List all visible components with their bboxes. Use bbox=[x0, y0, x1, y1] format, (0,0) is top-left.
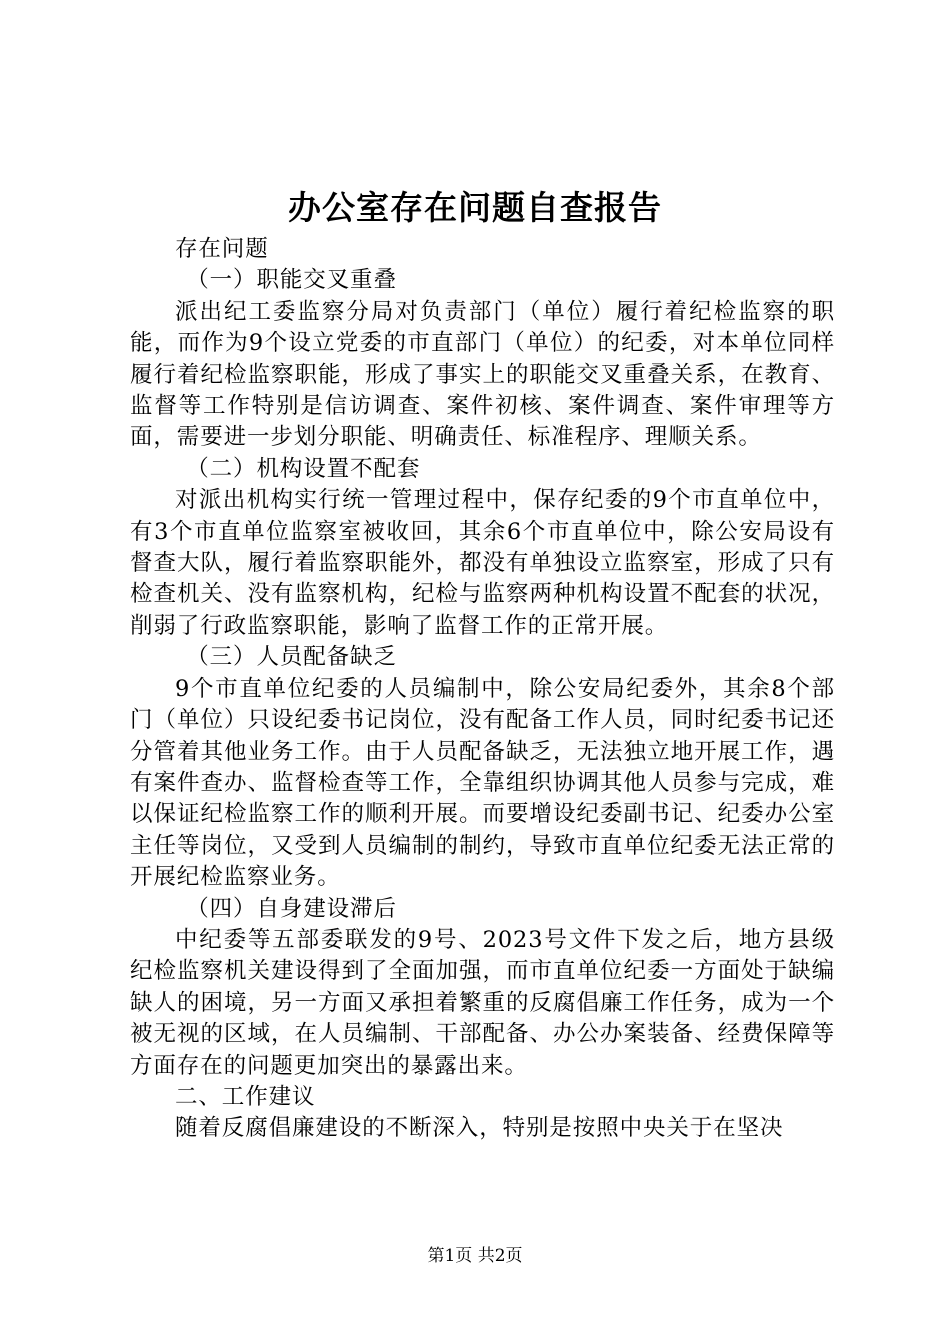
paragraph-4: 中纪委等五部委联发的9号、2023号文件下发之后，地方县级纪检监察机关建设得到了全面加强，而市直单位纪委一方面处于缺编缺人的困境，另一方面又承担着繁重的反腐倡廉工作任务，成为一个被无视的区域，在人员编制、干部配备、办公办案装备、经费保障等方面存在的问题更加突出的暴露出来。 bbox=[130, 926, 835, 1079]
page-number-footer: 第1页 共2页 bbox=[427, 1246, 523, 1266]
document-title: 办公室存在问题自查报告 bbox=[288, 188, 662, 227]
section-heading-problems: 存在问题 bbox=[175, 236, 269, 262]
subsection-heading-1: （一）职能交叉重叠 bbox=[186, 267, 397, 294]
paragraph-3: 9个市直单位纪委的人员编制中，除公安局纪委外，其余8个部门（单位）只设纪委书记岗位，没有配备工作人员，同时纪委书记还分管着其他业务工作。由于人员配备缺乏，无法独立地开展工作，遇有案件查办、监督检查等工作，全靠组织协调其他人员参与完成，难以保证纪检监察工作的顺利开展。而要增设纪委副书记、纪委办公室主任等岗位，又受到人员编制的制约，导致市直单位纪委无法正常的开展纪检监察业务。 bbox=[130, 675, 835, 891]
paragraph-2: 对派出机构实行统一管理过程中，保存纪委的9个市直单位中，有3个市直单位监察室被收回，其余6个市直单位中，除公安局设有督查大队，履行着监察职能外，都没有单独设立监察室，形成了只有检查机关、没有监察机构，纪检与监察两种机构设置不配套的状况，削弱了行政监察职能，影响了监督工作的正常开展。 bbox=[130, 487, 835, 639]
document-body bbox=[130, 234, 835, 1145]
section-heading-suggestions: 二、工作建议 bbox=[175, 1083, 316, 1110]
subsection-heading-4: （四）自身建设滞后 bbox=[186, 895, 397, 922]
subsection-heading-3: （三）人员配备缺乏 bbox=[186, 644, 397, 671]
paragraph-5: 随着反腐倡廉建设的不断深入，特别是按照中央关于在坚决 bbox=[175, 1115, 784, 1142]
paragraph-1: 派出纪工委监察分局对负责部门（单位）履行着纪检监察的职能，而作为9个设立党委的市直部门（单位）的纪委，对本单位同样履行着纪检监察职能，形成了事实上的职能交叉重叠关系，在教育、监督等工作特别是信访调查、案件初核、案件调查、案件审理等方面，需要进一步划分职能、明确责任、标准程序、理顺关系。 bbox=[130, 298, 835, 451]
subsection-heading-2: （二）机构设置不配套 bbox=[186, 455, 421, 482]
